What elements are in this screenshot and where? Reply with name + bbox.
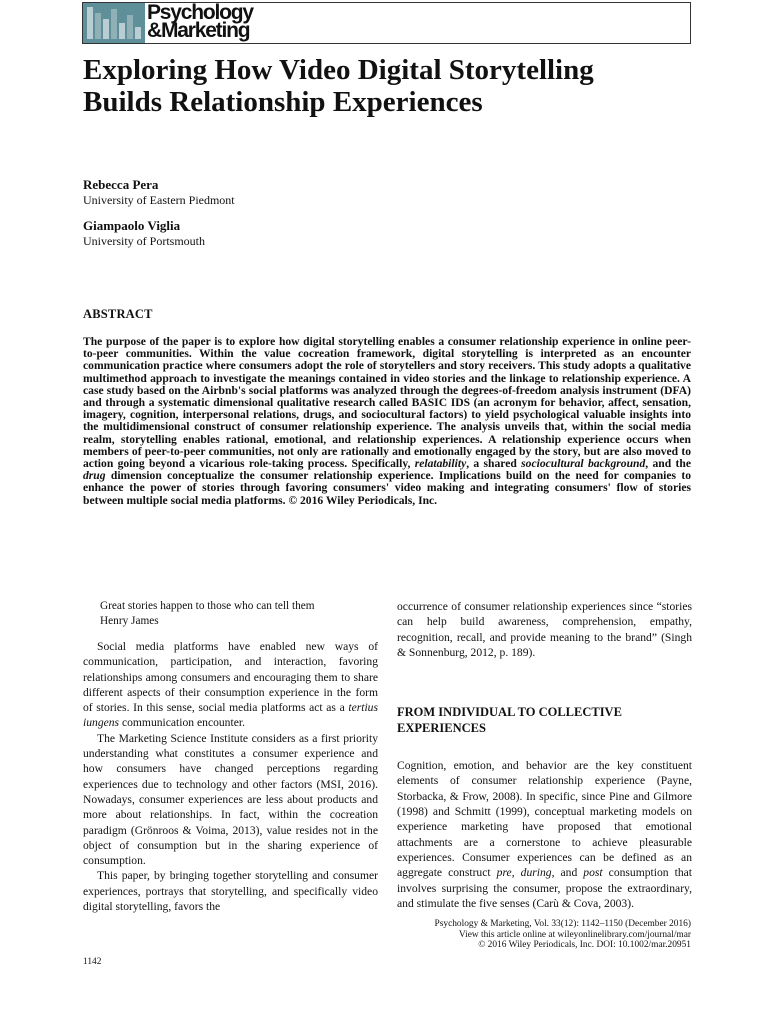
body-r2-text-b: , [511, 866, 521, 880]
abstract-text-3: , and the [645, 457, 691, 471]
body-p1-text-a: Social media platforms have enabled new ways of communication, participation, and interaction, favoring relationships among consumers and encouraging them to share different aspects of their consumption experience in the form of stories. In this sense, social media platforms act as a [83, 640, 378, 715]
abstract-heading: ABSTRACT [83, 307, 153, 321]
page-number: 1142 [83, 957, 102, 967]
body-r2-text-c: , and [551, 866, 584, 880]
body-r2-text-d: consumption that involves surprising the consumer, propose the extraordinary, and stimulate the five senses (Carù & Cova, 2003). [397, 866, 693, 910]
abstract-em-3: drug [83, 469, 106, 483]
body-p1-text-b: communication encounter. [119, 716, 245, 730]
abstract-text-2: , a shared [466, 457, 522, 471]
body-r2-em-during: during [520, 866, 552, 880]
epigraph-quote: Great stories happen to those who can tell them [100, 600, 315, 612]
section-heading: FROM INDIVIDUAL TO COLLECTIVE EXPERIENCES [397, 705, 622, 736]
body-r2-em-post: post [583, 866, 603, 880]
journal-masthead [82, 2, 691, 44]
author-affiliation-2: University of Portsmouth [83, 234, 205, 248]
footer-online-link[interactable]: View this article online at wileyonlinelibrary.com/journal/mar [458, 929, 691, 940]
body-paragraph-1 [83, 639, 378, 731]
abstract-text-1: The purpose of the paper is to explore how digital storytelling enables a consumer relationship experience in online peer-to-peer communities. Within the value cocreation framework, digital storytelling is interpreted as an encounter communication practice where consumers adopt the role of storytellers and story receivers. This study adopts a qualitative multimethod approach to investigate the meanings contained in video stories and the linkage to relationship experience. A case study based on the Airbnb's social platforms was analyzed through the degrees-of-freedom analysis instrument (DFA) and through a systematic dimensional qualitative research called BASIC IDS (an acronym for behavior, affect, sensation, imagery, cognition, interpersonal relations, drugs, and sociocultural factors) to yield psychological valuable insights into the multidimensional construct of consumer relationship experience. The analysis unveils that, within the social media realm, storytelling enables rational, emotional, and relationship experiences. A relationship experience occurs when members of peer-to-peer communities, not only are rationally and emotionally engaged by the story, but are also moved to action going beyond a vicarious role-taking process. Specifically, [83, 335, 691, 471]
journal-wordmark-line2: &Marketing [147, 19, 250, 42]
citation-footer [435, 919, 691, 951]
epigraph-attribution: Henry James [100, 614, 159, 627]
author-affiliation-1: University of Eastern Piedmont [83, 193, 235, 207]
body-paragraph-continued: occurrence of consumer relationship experiences since “stories can help build awareness, comprehension, empathy, recognition, recall, and provide meaning to the brand” (Singh & Sonnenburg, 2012, p. 189). [397, 600, 692, 659]
body-paragraph-section [397, 758, 692, 911]
abstract-text-4: dimension conceptualize the consumer relationship experience. Implications build on the need for companies to enhance the power of stories through favoring consumers' video making and integrating consumers' flow of stories between multiple social media platforms. © 2016 Wiley Periodicals, Inc. [83, 469, 691, 507]
left-column [83, 599, 378, 914]
abstract-em-1: relatability [414, 457, 467, 471]
abstract-body [83, 336, 691, 507]
journal-logo-graphic [83, 3, 145, 43]
right-column [397, 599, 692, 911]
body-paragraph-3: This paper, by bringing together storytelling and consumer experiences, portrays that storytelling, and specifically video digital storytelling, favors the [83, 869, 378, 914]
author-name-2: Giampaolo Viglia [83, 218, 181, 233]
body-paragraph-2: The Marketing Science Institute considers as a first priority understanding what constitutes a consumer experience and how consumers have changed perceptions regarding experiences due to technology and other factors (MSI, 2016). Nowadays, consumer experiences are less about products and more about relationships. In fact, within the cocreation paradigm (Grönroos & Voima, 2013), value resides not in the object of consumption but in the sharing experience of consumption. [83, 731, 378, 868]
epigraph [83, 599, 378, 628]
footer-doi: © 2016 Wiley Periodicals, Inc. DOI: 10.1002/mar.20951 [478, 940, 691, 951]
journal-wordmark [147, 1, 253, 42]
body-r2-text-a: Cognition, emotion, and behavior are the key constituent elements of consumer relationship experience (Payne, Storbacka, & Frow, 2008). In specific, since Pine and Gilmore (1998) and Schmitt (1999), conceptual marketing models on experience marketing have proposed that emotional attachments are a cornerstone to achieve pleasurable experiences. Consumer experiences can be defined as an aggregate construct [397, 759, 692, 880]
article-title: Exploring How Video Digital Storytelling Builds Relationship Experiences [83, 54, 594, 118]
author-name-1: Rebecca Pera [83, 177, 159, 192]
body-r2-em-pre: pre [496, 866, 512, 880]
abstract-em-2: sociocultural background [521, 457, 646, 471]
footer-citation: Psychology & Marketing, Vol. 33(12): 1142–1150 (December 2016) [434, 919, 691, 929]
body-p1-em: tertius iungens [83, 701, 378, 730]
journal-wordmark-line1: Psychology [147, 1, 253, 24]
